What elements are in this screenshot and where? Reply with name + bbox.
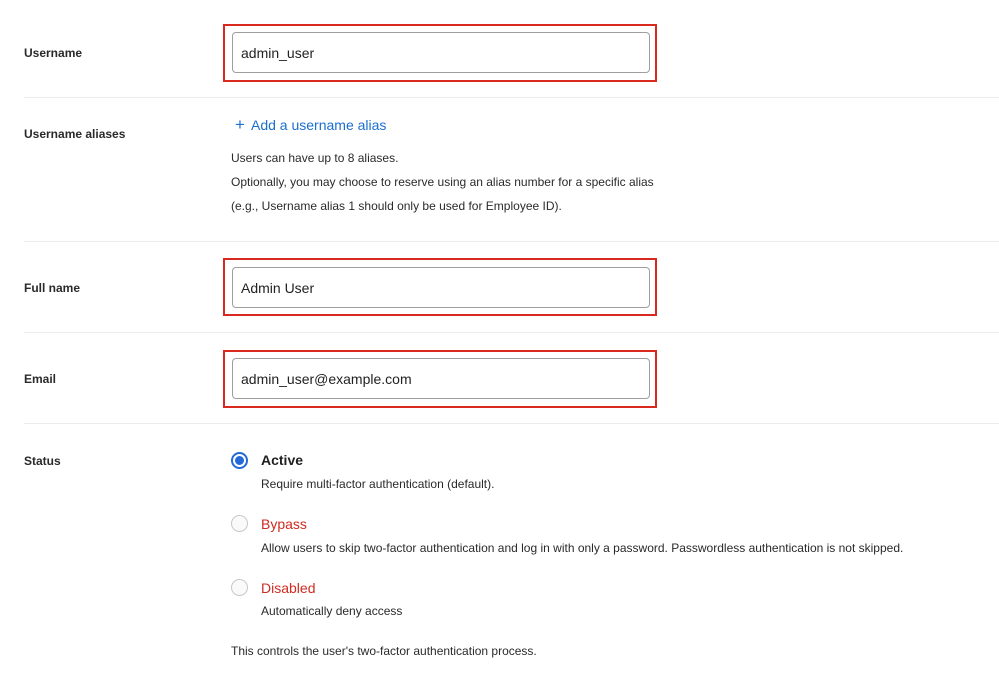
aliases-help-line-1: Users can have up to 8 aliases. [231, 151, 399, 165]
username-aliases-label: Username aliases [24, 127, 126, 141]
status-label: Status [24, 454, 61, 468]
status-disabled-label[interactable]: Disabled [261, 580, 316, 596]
status-active-description: Require multi-factor authentication (default). [261, 477, 495, 491]
full-name-label: Full name [24, 281, 81, 295]
email-label: Email [24, 372, 57, 386]
status-active-label[interactable]: Active [261, 452, 304, 468]
status-footer-text: This controls the user's two-factor authentication process. [231, 644, 537, 658]
status-disabled-radio[interactable] [231, 579, 248, 596]
username-input[interactable] [232, 32, 650, 73]
status-disabled-description: Automatically deny access [261, 604, 403, 618]
username-label: Username [24, 46, 83, 60]
divider [24, 97, 999, 98]
aliases-help-line-3: (e.g., Username alias 1 should only be used for Employee ID). [231, 199, 562, 213]
email-input[interactable] [232, 358, 650, 399]
divider [24, 423, 999, 424]
aliases-help-line-2: Optionally, you may choose to reserve using an alias number for a specific alias [231, 175, 654, 189]
status-active-radio[interactable] [231, 452, 248, 469]
status-bypass-label[interactable]: Bypass [261, 516, 307, 532]
plus-icon: + [235, 115, 245, 134]
add-username-alias-link[interactable] [233, 116, 386, 133]
full-name-input[interactable] [232, 267, 650, 308]
divider [24, 332, 999, 333]
status-bypass-description: Allow users to skip two-factor authentication and log in with only a password. Passwordless authentication is not skipped. [261, 541, 904, 555]
divider [24, 241, 999, 242]
status-bypass-radio[interactable] [231, 515, 248, 532]
add-username-alias-text: Add a username alias [251, 116, 387, 133]
